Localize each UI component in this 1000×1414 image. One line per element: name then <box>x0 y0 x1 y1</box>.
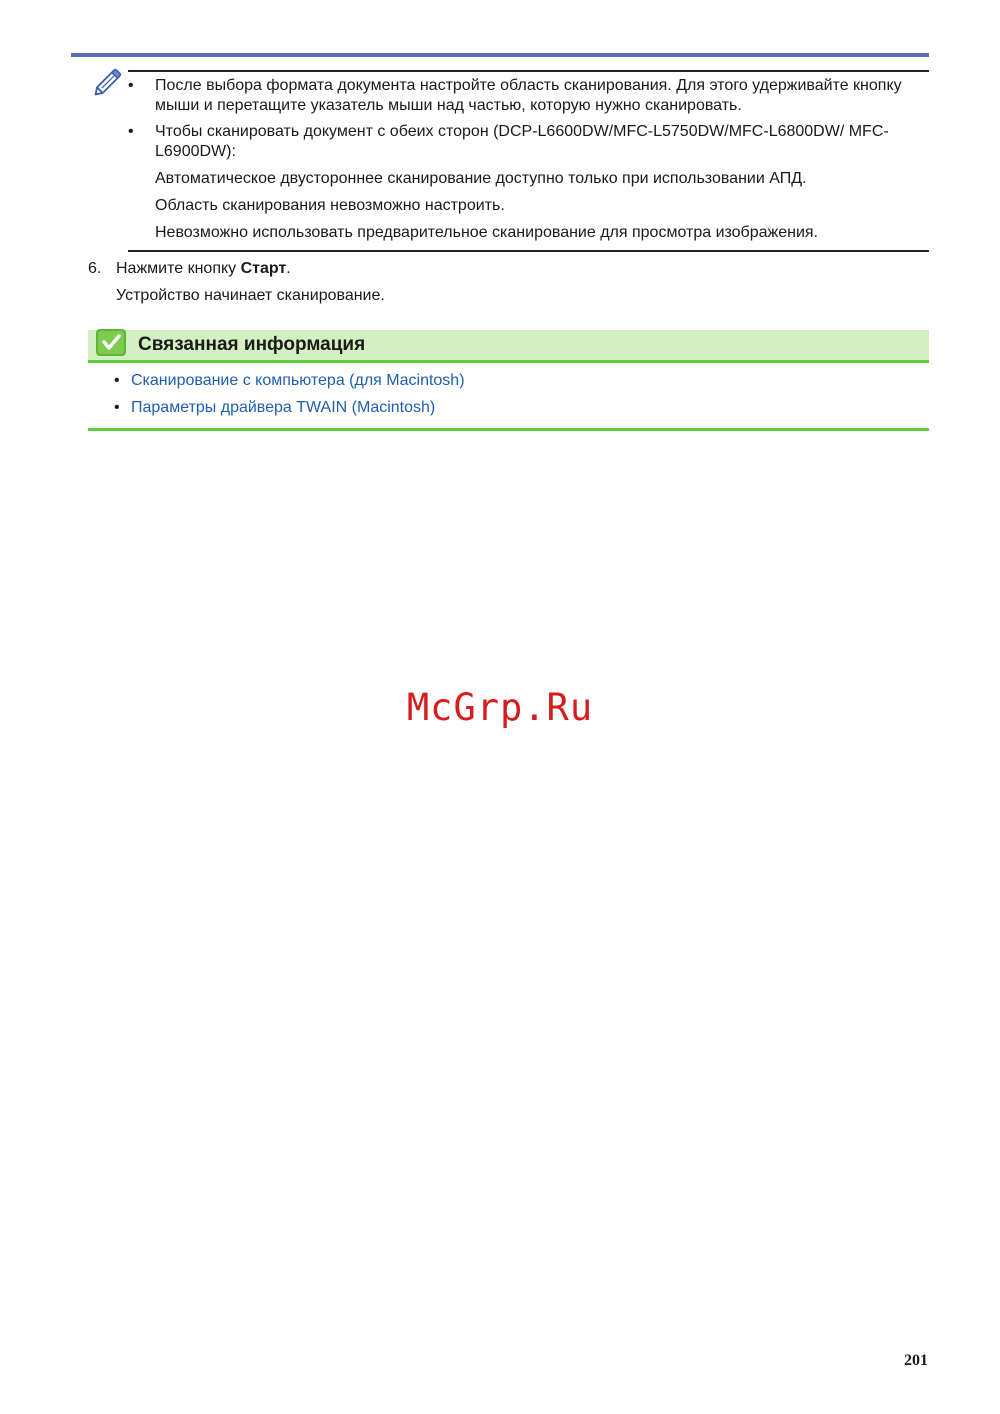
bullet-symbol: • <box>114 399 120 416</box>
link-twain-settings[interactable]: Параметры драйвера TWAIN (Macintosh) <box>131 399 436 416</box>
note-box <box>128 76 928 250</box>
step-number: 6. <box>88 260 102 277</box>
watermark: McGrp.Ru <box>406 686 594 729</box>
start-button-label: Старт <box>240 260 287 277</box>
related-info-title: Связанная информация <box>138 334 366 355</box>
bullet-symbol: • <box>128 77 134 94</box>
related-rule-bottom <box>88 428 929 431</box>
list-item <box>114 371 465 391</box>
step-result: Устройство начинает сканирование. <box>116 287 385 304</box>
step-text-end: . <box>286 260 291 277</box>
note-text: После выбора формата документа настройте область сканирования. Для этого удерживайте кнопку мыши и перетащите указатель мыши над частью, которую нужно сканировать. <box>155 77 902 114</box>
step-item <box>88 259 291 279</box>
note-bullet <box>128 76 928 116</box>
step-text: Нажмите кнопку <box>116 260 241 277</box>
note-subitem: Автоматическое двустороннее сканирование доступно только при использовании АПД. <box>155 170 807 187</box>
checkmark-icon <box>96 329 126 356</box>
note-rule-top <box>128 70 929 72</box>
bullet-symbol: • <box>128 123 134 140</box>
note-subitem: Невозможно использовать предварительное сканирование для просмотра изображения. <box>155 224 818 241</box>
pencil-icon <box>90 62 128 100</box>
related-links <box>114 371 465 425</box>
note-text: Чтобы сканировать документ с обеих сторон (DCP-L6600DW/MFC-L5750DW/MFC-L6800DW/ MFC-L6900DW): <box>155 123 889 160</box>
page-number: 201 <box>904 1352 928 1369</box>
list-item <box>114 398 465 418</box>
note-subitem: Область сканирования невозможно настроить. <box>155 197 505 214</box>
note-bullet <box>128 122 928 162</box>
bullet-symbol: • <box>114 372 120 389</box>
note-sublist <box>155 169 928 243</box>
link-scan-from-computer[interactable]: Сканирование с компьютера (для Macintosh) <box>131 372 465 389</box>
header-rule <box>71 53 929 57</box>
note-rule-bottom <box>128 250 929 252</box>
